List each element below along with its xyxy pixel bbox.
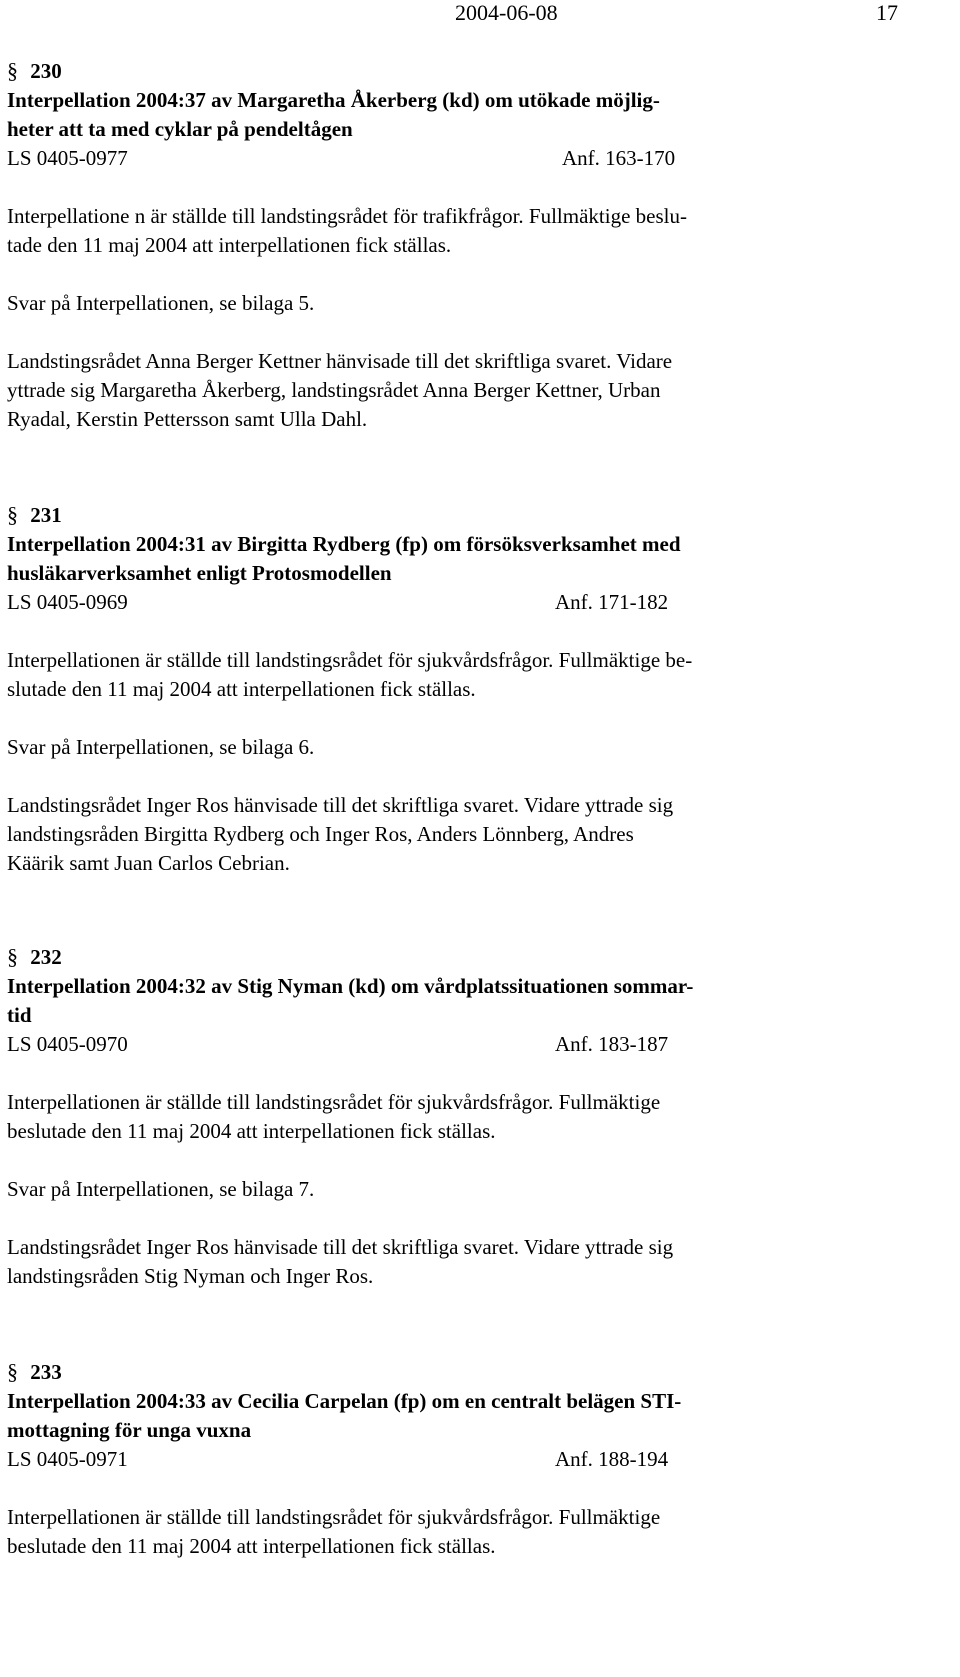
section-number-value: 231	[30, 503, 62, 527]
section-title-line: Interpellation 2004:33 av Cecilia Carpelan (fp) om en centralt belägen STI-	[7, 1389, 682, 1413]
paragraph-line: landstingsråden Stig Nyman och Inger Ros.	[7, 1264, 374, 1288]
paragraph-line: Svar på Interpellationen, se bilaga 5.	[7, 291, 315, 315]
anf-range: Anf. 163-170	[562, 146, 676, 170]
section-title	[7, 530, 827, 588]
paragraph-line: Interpellatione n är ställde till landstingsrådet för trafikfrågor. Fullmäktige beslu-	[7, 204, 687, 228]
paragraph-line: yttrade sig Margaretha Åkerberg, landstingsrådet Anna Berger Kettner, Urban	[7, 378, 661, 402]
section-233	[7, 1357, 827, 1561]
section-230	[7, 56, 827, 434]
section-title-line: Interpellation 2004:31 av Birgitta Rydberg (fp) om försöksverksamhet med	[7, 532, 681, 556]
paragraph-line: beslutade den 11 maj 2004 att interpellationen fick ställas.	[7, 1119, 496, 1143]
section-232	[7, 942, 827, 1291]
paragraph-line: Landstingsrådet Inger Ros hänvisade till det skriftliga svaret. Vidare yttrade sig	[7, 793, 674, 817]
paragraph	[7, 202, 827, 260]
reference-row	[7, 1445, 827, 1474]
paragraph-line: slutade den 11 maj 2004 att interpellationen fick ställas.	[7, 677, 476, 701]
paragraph-line: Käärik samt Juan Carlos Cebrian.	[7, 851, 290, 875]
paragraph	[7, 347, 827, 434]
reference-row	[7, 144, 827, 173]
paragraph-line: Svar på Interpellationen, se bilaga 7.	[7, 1177, 315, 1201]
section-title-line: Interpellation 2004:32 av Stig Nyman (kd) om vårdplatssituationen sommar-	[7, 974, 694, 998]
section-title	[7, 972, 827, 1030]
section-number	[7, 500, 827, 530]
paragraph-line: landstingsråden Birgitta Rydberg och Inger Ros, Anders Lönnberg, Andres	[7, 822, 634, 846]
paragraph-line: Landstingsrådet Anna Berger Kettner hänvisade till det skriftliga svaret. Vidare	[7, 349, 673, 373]
section-sign: §	[7, 58, 18, 83]
paragraph	[7, 1175, 827, 1204]
section-title	[7, 1387, 827, 1445]
ls-number: LS 0405-0970	[7, 1032, 128, 1056]
paragraph-line: beslutade den 11 maj 2004 att interpellationen fick ställas.	[7, 1534, 496, 1558]
anf-range: Anf. 188-194	[555, 1447, 669, 1471]
section-title-line: Interpellation 2004:37 av Margaretha Åkerberg (kd) om utökade möjlig-	[7, 88, 660, 112]
paragraph	[7, 1088, 827, 1146]
paragraph	[7, 733, 827, 762]
section-231	[7, 500, 827, 878]
section-number	[7, 942, 827, 972]
ls-number: LS 0405-0977	[7, 146, 128, 170]
paragraph-line: tade den 11 maj 2004 att interpellationen fick ställas.	[7, 233, 452, 257]
paragraph	[7, 1503, 827, 1561]
anf-range: Anf. 171-182	[555, 590, 669, 614]
section-number-value: 233	[30, 1360, 62, 1384]
ls-number: LS 0405-0969	[7, 590, 128, 614]
reference-row	[7, 588, 827, 617]
paragraph	[7, 1233, 827, 1291]
paragraph-line: Interpellationen är ställde till landstingsrådet för sjukvårdsfrågor. Fullmäktige be-	[7, 648, 693, 672]
page-number: 17	[876, 0, 898, 25]
paragraph	[7, 289, 827, 318]
paragraph	[7, 791, 827, 878]
section-title-line: tid	[7, 1003, 32, 1027]
section-title-line: heter att ta med cyklar på pendeltågen	[7, 117, 353, 141]
section-sign: §	[7, 944, 18, 969]
paragraph-line: Landstingsrådet Inger Ros hänvisade till det skriftliga svaret. Vidare yttrade sig	[7, 1235, 674, 1259]
paragraph-line: Interpellationen är ställde till landstingsrådet för sjukvårdsfrågor. Fullmäktige	[7, 1505, 661, 1529]
paragraph-line: Svar på Interpellationen, se bilaga 6.	[7, 735, 315, 759]
section-number	[7, 1357, 827, 1387]
section-title-line: husläkarverksamhet enligt Protosmodellen	[7, 561, 392, 585]
ls-number: LS 0405-0971	[7, 1447, 128, 1471]
section-number	[7, 56, 827, 86]
paragraph	[7, 646, 827, 704]
section-number-value: 230	[30, 59, 62, 83]
header-date: 2004-06-08	[455, 0, 558, 25]
section-sign: §	[7, 1359, 18, 1384]
section-number-value: 232	[30, 945, 62, 969]
paragraph-line: Ryadal, Kerstin Pettersson samt Ulla Dahl.	[7, 407, 368, 431]
section-sign: §	[7, 502, 18, 527]
reference-row	[7, 1030, 827, 1059]
anf-range: Anf. 183-187	[555, 1032, 669, 1056]
section-title	[7, 86, 827, 144]
section-title-line: mottagning för unga vuxna	[7, 1418, 252, 1442]
paragraph-line: Interpellationen är ställde till landstingsrådet för sjukvårdsfrågor. Fullmäktige	[7, 1090, 661, 1114]
